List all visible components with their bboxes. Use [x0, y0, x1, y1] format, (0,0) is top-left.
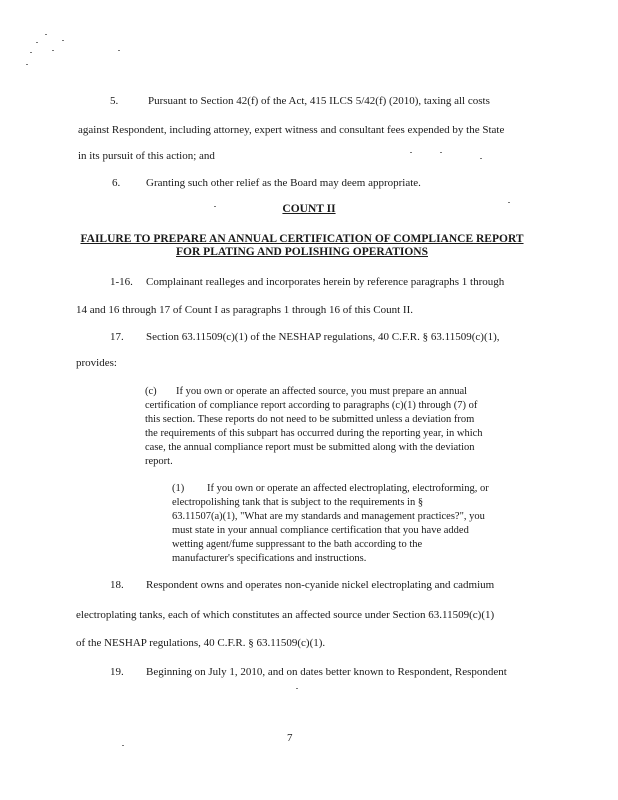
scan-speck	[440, 152, 442, 153]
paragraph-17-line: Section 63.11509(c)(1) of the NESHAP regulations, 40 C.F.R. § 63.11509(c)(1),	[146, 331, 500, 343]
quote-line: report.	[145, 456, 173, 467]
scan-speck	[45, 34, 47, 35]
paragraph-5-line: in its pursuit of this action; and	[78, 150, 215, 162]
quote-line: must state in your annual compliance certification that you have added	[172, 525, 469, 536]
paragraph-number: 19.	[110, 666, 124, 678]
scan-speck	[52, 50, 54, 51]
quote-line: the requirements of this subpart has occurred during the reporting year, in which	[145, 428, 483, 439]
scan-speck	[62, 40, 64, 41]
section-heading-line: FOR PLATING AND POLISHING OPERATIONS	[176, 246, 428, 258]
paragraph-5-line: Pursuant to Section 42(f) of the Act, 415 ILCS 5/42(f) (2010), taxing all costs	[148, 95, 490, 107]
quote-line: manufacturer's specifications and instructions.	[172, 553, 367, 564]
paragraph-1-16-line: Complainant realleges and incorporates herein by reference paragraphs 1 through	[146, 276, 505, 288]
paragraph-number: 5.	[110, 95, 119, 107]
paragraph-6-text: Granting such other relief as the Board may deem appropriate.	[146, 177, 421, 189]
paragraph-number: 6.	[112, 177, 121, 189]
paragraph-1-16-line: 14 and 16 through 17 of Count I as paragraphs 1 through 16 of this Count II.	[76, 304, 413, 316]
scan-speck	[410, 152, 412, 153]
scan-speck	[122, 745, 124, 746]
scan-speck	[26, 64, 28, 65]
scan-speck	[296, 688, 298, 689]
quote-label: (c)	[145, 386, 157, 397]
paragraph-number: 18.	[110, 579, 124, 591]
quote-line: case, the annual compliance report must be submitted along with the deviation	[145, 442, 475, 453]
scan-speck	[118, 50, 120, 51]
quote-line: 63.11507(a)(1), "What are my standards and management practices?", you	[172, 511, 485, 522]
count-heading: COUNT II	[282, 203, 336, 215]
quote-line: certification of compliance report according to paragraphs (c)(1) through (7) of	[145, 400, 478, 411]
quote-line: If you own or operate an affected source, you must prepare an annual	[176, 386, 468, 397]
quote-label: (1)	[172, 483, 185, 494]
paragraph-19-line: Beginning on July 1, 2010, and on dates better known to Respondent, Respondent	[146, 666, 507, 678]
quote-line: wetting agent/fume suppressant to the bath according to the	[172, 539, 423, 550]
quote-line: If you own or operate an affected electroplating, electroforming, or	[207, 483, 489, 494]
paragraph-18-line: Respondent owns and operates non-cyanide nickel electroplating and cadmium	[146, 579, 495, 591]
quote-line: this section. These reports do not need to be submitted unless a deviation from	[145, 414, 475, 425]
paragraph-5-line: against Respondent, including attorney, expert witness and consultant fees expended by the State	[78, 124, 505, 136]
paragraph-number: 1-16.	[110, 276, 133, 288]
scan-speck	[36, 42, 38, 43]
quote-line: electropolishing tank that is subject to the requirements in §	[172, 497, 424, 508]
scan-speck	[480, 158, 482, 159]
page-number: 7	[287, 732, 293, 744]
paragraph-number: 17.	[110, 331, 124, 343]
scan-speck	[30, 52, 32, 53]
paragraph-17-line: provides:	[76, 357, 117, 369]
paragraph-18-line: of the NESHAP regulations, 40 C.F.R. § 63.11509(c)(1).	[76, 637, 326, 649]
section-heading-line: FAILURE TO PREPARE AN ANNUAL CERTIFICATION OF COMPLIANCE REPORT	[80, 233, 524, 245]
paragraph-18-line: electroplating tanks, each of which constitutes an affected source under Section 63.11509(c)(1)	[76, 609, 495, 621]
